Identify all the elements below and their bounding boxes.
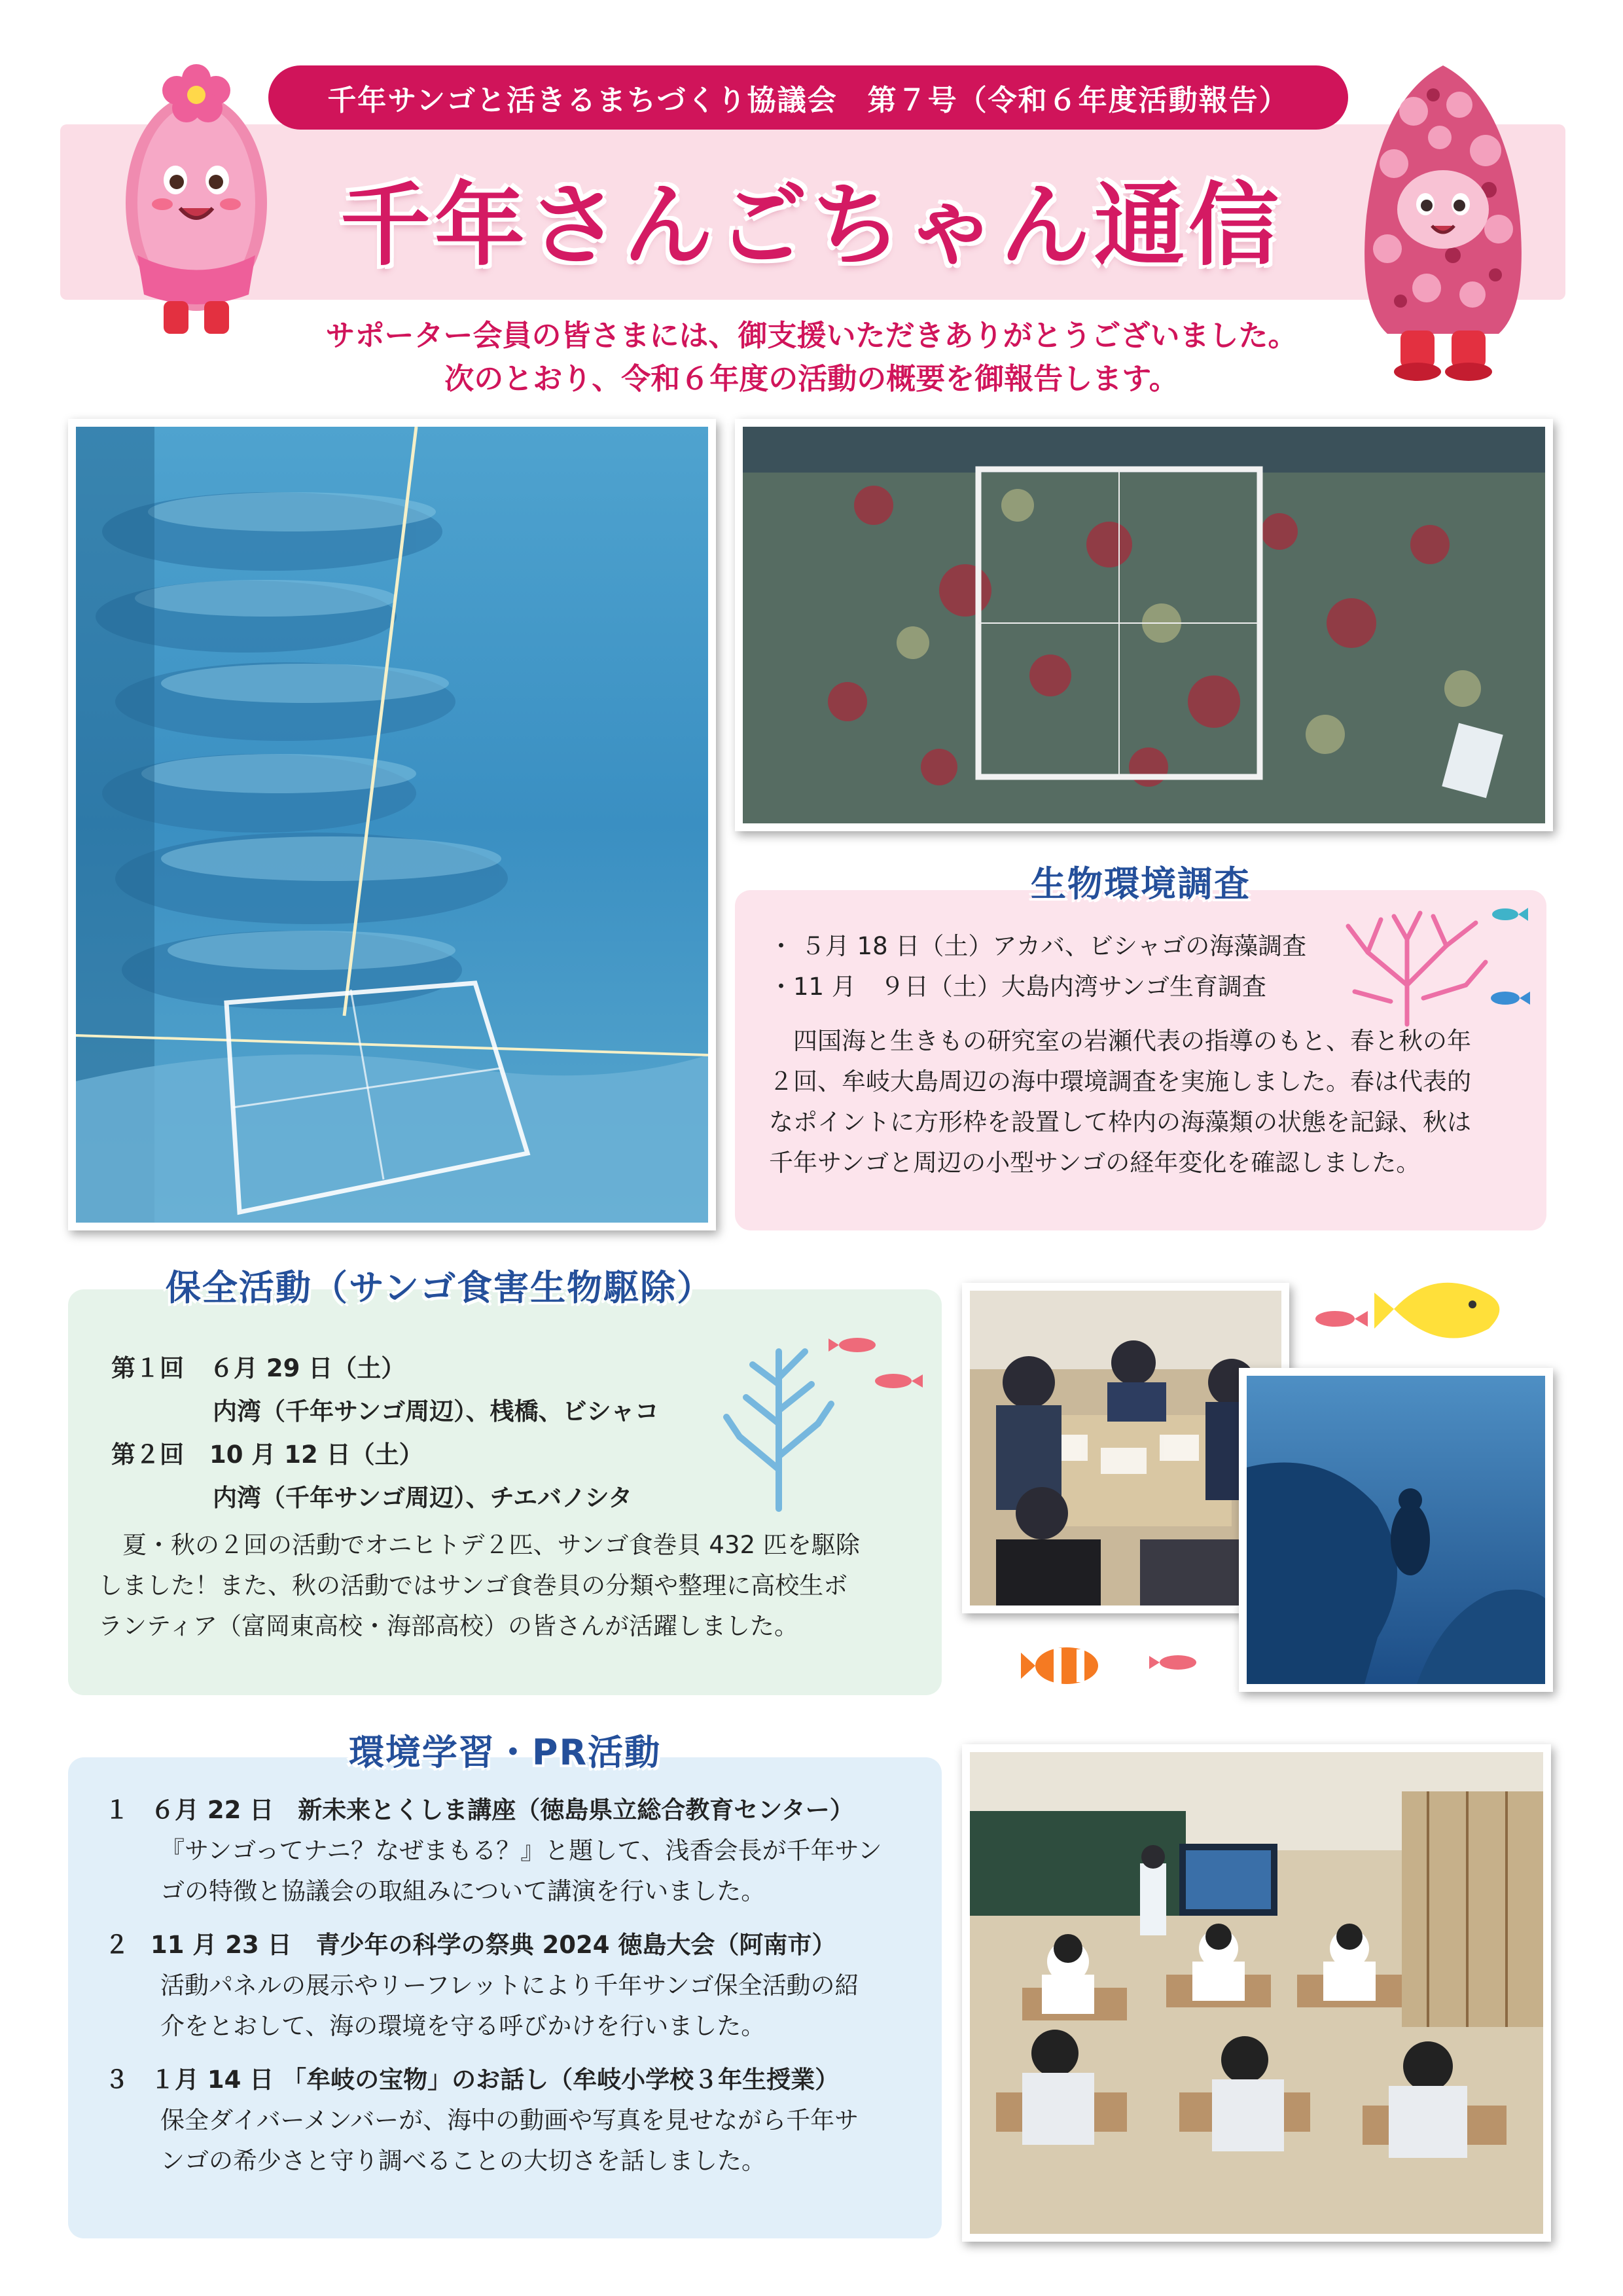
- underwater-diver-photo: [1239, 1368, 1553, 1692]
- education-item-heading: １月 14 日 「牟岐の宝物」のお話し（牟岐小学校３年生授業）: [151, 2066, 840, 2094]
- fish-decoration: [1021, 1630, 1224, 1702]
- education-item: [105, 1790, 936, 1912]
- bio-survey-line: なポイントに方形枠を設置して枠内の海藻類の状態を記録、秋は: [769, 1108, 1471, 1136]
- conservation-title: 保全活動（サンゴ食害生物駆除）: [165, 1267, 714, 1308]
- education-item-heading: ６月 22 日 新未来とくしま講座（徳島県立総合教育センター）: [151, 1796, 854, 1824]
- education-item: [105, 2060, 936, 2181]
- education-title: 環境学習・PR活動: [348, 1732, 662, 1773]
- intro-text: [249, 314, 1374, 401]
- coral-fish-illustration: [1329, 900, 1538, 1031]
- round-1-label: 第１回: [111, 1354, 184, 1382]
- mascot-costume-illustration: [1348, 59, 1538, 386]
- bio-survey-title: 生物環境調査: [1031, 863, 1251, 905]
- classroom-lesson-photo: [962, 1744, 1551, 2242]
- newsletter-title: 千年さんごちゃん通信: [340, 173, 1283, 278]
- education-item-line: 『サンゴってナニ？なぜまもる？』と題して、浅香会長が千年サン: [160, 1837, 882, 1865]
- education-item-number: １: [105, 1796, 129, 1824]
- education-item-line: ンゴの希少さと守り調べることの大切さを話しました。: [160, 2147, 766, 2175]
- round-1-date: ６月 29 日（土）: [209, 1354, 406, 1382]
- underwater-coral-photo: [68, 419, 716, 1230]
- bio-survey-line: 四国海と生きもの研究室の岩瀬代表の指導のもと、春と秋の年: [769, 1027, 1471, 1055]
- education-item-number: ３: [105, 2066, 129, 2094]
- conservation-line: しました！また、秋の活動ではサンゴ食巻貝の分類や整理に高校生ボ: [98, 1571, 848, 1600]
- bio-survey-date-1: ・ ５月 18 日（土）アカバ、ビシャゴの海藻調査: [769, 932, 1307, 960]
- round-2-place: 内湾（千年サンゴ周辺）、チエバノシタ: [213, 1484, 633, 1512]
- education-item-line: 活動パネルの展示やリーフレットにより千年サンゴ保全活動の紹: [160, 1971, 859, 2000]
- mascot-illustration: [98, 59, 294, 347]
- education-item-line: 保全ダイバーメンバーが、海中の動画や写真を見せながら千年サ: [160, 2106, 859, 2134]
- education-item-heading: 11 月 23 日 青少年の科学の祭典 2024 徳島大会（阿南市）: [151, 1931, 836, 1959]
- round-2-label: 第２回: [111, 1441, 184, 1469]
- education-list: [105, 1790, 936, 2181]
- education-item-line: ゴの特徴と協議会の取組みについて講演を行いました。: [160, 1877, 766, 1905]
- intro-line-1: サポーター会員の皆さまには、御支援いただきありがとうございました。: [325, 318, 1298, 353]
- coral-fish-illustration-2: [713, 1325, 929, 1515]
- conservation-line: 夏・秋の２回の活動でオニヒトデ２匹、サンゴ食巻貝 432 匹を駆除: [98, 1531, 860, 1559]
- issue-banner: 千年サンゴと活きるまちづくり協議会 第７号（令和６年度活動報告）: [268, 65, 1348, 130]
- education-item-line: 介をとおして、海の環境を守る呼びかけを行いました。: [160, 2012, 766, 2040]
- round-1-place: 内湾（千年サンゴ周辺）、桟橋、ビシャコ: [213, 1397, 659, 1426]
- bio-survey-body: [769, 1021, 1535, 1183]
- bio-survey-date-2: ・11 月 ９日（土）大島内湾サンゴ生育調査: [769, 973, 1266, 1001]
- education-item-number: ２: [105, 1931, 129, 1959]
- conservation-schedule: [111, 1348, 733, 1521]
- conservation-line: ランティア（富岡東高校・海部高校）の皆さんが活躍しました。: [98, 1612, 799, 1640]
- education-item: [105, 1925, 936, 2047]
- bio-survey-line: 千年サンゴと周辺の小型サンゴの経年変化を確認しました。: [769, 1149, 1421, 1177]
- conservation-body: [98, 1525, 936, 1647]
- bio-survey-line: ２回、牟岐大島周辺の海中環境調査を実施しました。春は代表的: [769, 1067, 1471, 1096]
- fish-decoration: [1309, 1266, 1531, 1352]
- intro-line-2: 次のとおり、令和６年度の活動の概要を御報告します。: [444, 361, 1179, 396]
- round-2-date: 10 月 12 日（土）: [209, 1441, 423, 1469]
- seaweed-quadrat-photo: [735, 419, 1553, 831]
